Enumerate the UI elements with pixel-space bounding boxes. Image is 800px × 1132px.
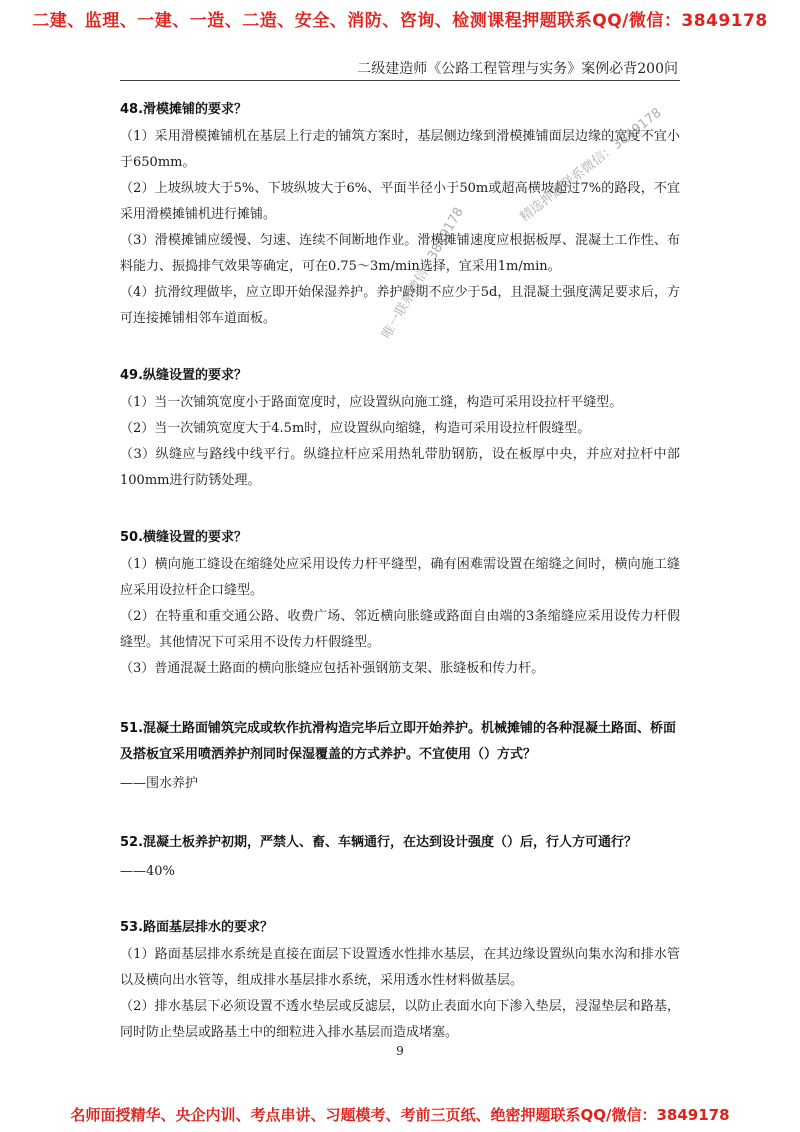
- page-number: 9: [396, 1044, 404, 1058]
- question-title: 49.纵缝设置的要求？: [120, 368, 248, 383]
- paragraph: （3）普通混凝土路面的横向胀缝应包括补强钢筋支架、胀缝板和传力杆。: [120, 661, 545, 676]
- paragraph: （1）路面基层排水系统是直接在面层下设置透水性排水基层，在其边缘设置纵向集水沟和排水管以及横向出水管等，组成排水基层排水系统，采用透水性材料做基层。: [120, 947, 680, 988]
- paragraph: （2）当一次铺筑宽度大于4.5m时，应设置纵向缩缝，构造可采用设拉杆假缝型。: [120, 421, 591, 436]
- page-content: [120, 100, 680, 1046]
- section-49: [120, 366, 680, 494]
- watermark: 精选押题联系微信：3849178: [517, 105, 665, 225]
- paragraph: （3）纵缝应与路线中线平行。纵缝拉杆应采用热轧带肋钢筋，设在板厚中央，并应对拉杆中部100mm进行防锈处理。: [120, 447, 680, 488]
- question-title: 48.滑模摊铺的要求？: [120, 102, 248, 117]
- section-50: [120, 528, 680, 682]
- question-title: 53.路面基层排水的要求？: [120, 920, 274, 935]
- paragraph: （2）在特重和重交通公路、收费广场、邻近横向胀缝或路面自由端的3条缩缝应采用设传力杆假缝型。其他情况下可采用不设传力杆假缝型。: [120, 609, 680, 650]
- paragraph: （1）采用滑模摊铺机在基层上行走的铺筑方案时，基层侧边缘到滑模摊铺面层边缘的宽度不宜小于650mm。: [120, 129, 680, 170]
- watermark: 唯一联系微信：3849178: [379, 205, 467, 342]
- question-title: 52.混凝土板养护初期，严禁人、畜、车辆通行，在达到设计强度（）后，行人方可通行？: [120, 835, 638, 850]
- paragraph: （4）抗滑纹理做毕，应立即开始保湿养护。养护龄期不应少于5d，且混凝土强度满足要求后，方可连接摊铺相邻车道面板。: [120, 285, 680, 326]
- paragraph: （2）上坡纵坡大于5%、下坡纵坡大于6%、平面半径小于50m或超高横坡超过7%的路段，不宜采用滑模摊铺机进行摊铺。: [120, 181, 680, 222]
- running-head: 二级建造师《公路工程管理与实务》案例必背200问: [357, 61, 678, 77]
- top-banner: 二建、监理、一建、一造、二造、安全、消防、咨询、检测课程押题联系QQ/微信：3849178: [32, 11, 768, 31]
- paragraph: （1）当一次铺筑宽度小于路面宽度时，应设置纵向施工缝，构造可采用设拉杆平缝型。: [120, 395, 623, 410]
- paragraph: （3）滑模摊铺应缓慢、匀速、连续不间断地作业。滑模摊铺速度应根据板厚、混凝土工作性、布料能力、振捣排气效果等确定，可在0.75～3m/min选择，宜采用1m/min。: [120, 233, 680, 274]
- answer-text: ——40%: [120, 864, 175, 879]
- section-51: [120, 716, 680, 796]
- question-title: 50.横缝设置的要求？: [120, 530, 248, 545]
- paragraph: （2）排水基层下必须设置不透水垫层或反滤层，以防止表面水向下渗入垫层，浸湿垫层和路基，同时防止垫层或路基土中的细粒进入排水基层而造成堵塞。: [120, 999, 680, 1040]
- paragraph: （1）横向施工缝设在缩缝处应采用设传力杆平缝型，确有困难需设置在缩缝之间时，横向施工缝应采用设拉杆企口缝型。: [120, 557, 680, 598]
- question-title: 51.混凝土路面铺筑完成或软作抗滑构造完毕后立即开始养护。机械摊铺的各种混凝土路面、桥面及搭板宜采用喷洒养护剂同时保湿覆盖的方式养护。不宜使用（）方式？: [120, 721, 677, 762]
- section-53: [120, 918, 680, 1046]
- section-52: [120, 830, 680, 884]
- answer-text: ——围水养护: [120, 776, 199, 791]
- header-divider: [120, 80, 680, 81]
- bottom-banner: 名师面授精华、央企内训、考点串讲、习题模考、考前三页纸、绝密押题联系QQ/微信：3849178: [70, 1106, 730, 1124]
